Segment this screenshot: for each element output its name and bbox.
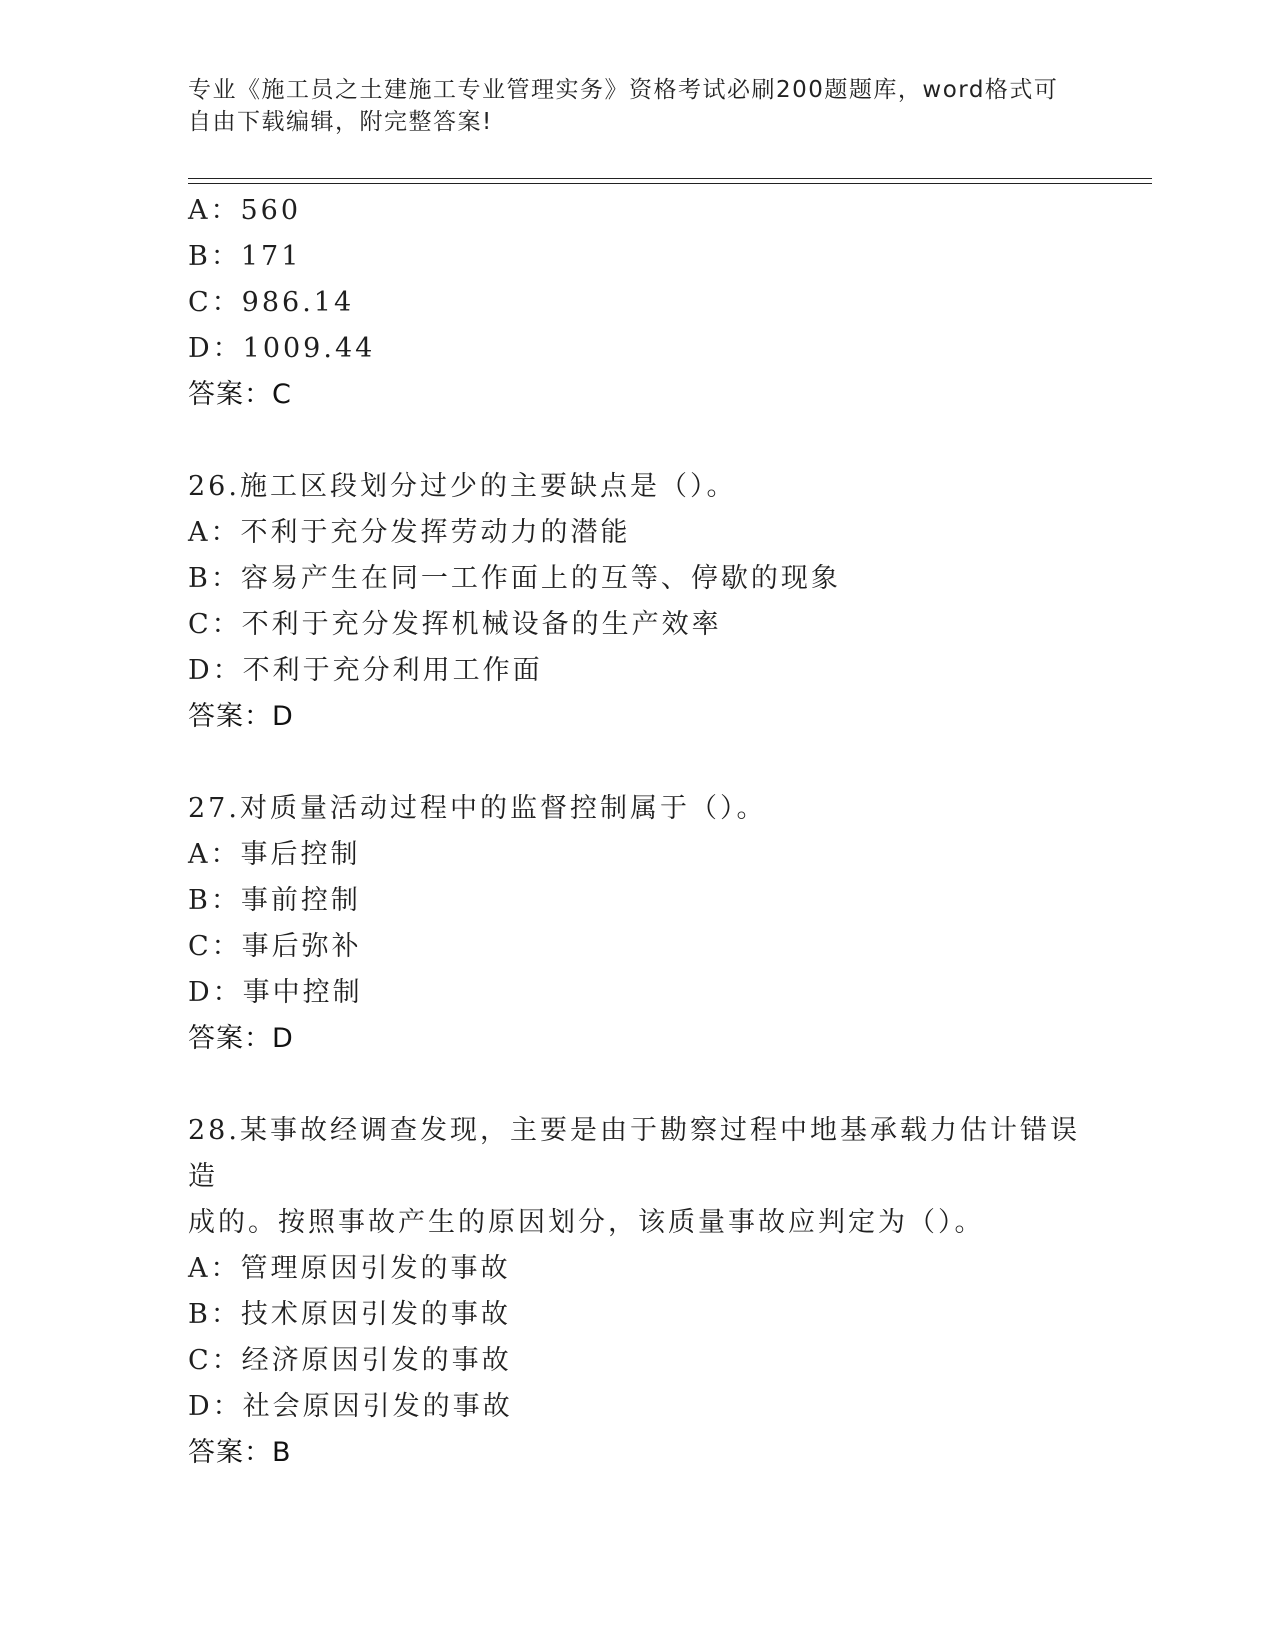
answer: 答案：C (188, 379, 292, 410)
option-a: A：560 (188, 195, 302, 226)
option-b: B：技术原因引发的事故 (188, 1299, 511, 1330)
question-text-line-1: 28.某事故经调查发现，主要是由于勘察过程中地基承载力估计错误造 (188, 1115, 1080, 1192)
option-a: A：不利于充分发挥劳动力的潜能 (188, 517, 631, 548)
option-d: D：事中控制 (188, 977, 363, 1008)
question-25 (188, 188, 1088, 418)
question-28 (188, 1108, 1088, 1476)
answer: 答案：D (188, 1023, 294, 1054)
spacer (188, 740, 1088, 786)
option-d: D：社会原因引发的事故 (188, 1391, 513, 1422)
header-divider-bottom (188, 183, 1152, 184)
answer: 答案：D (188, 701, 294, 732)
option-d: D：1009.44 (188, 333, 376, 364)
option-c: C：经济原因引发的事故 (188, 1345, 512, 1376)
question-27 (188, 786, 1088, 1062)
option-a: A：管理原因引发的事故 (188, 1253, 511, 1284)
question-26 (188, 464, 1088, 740)
option-c: C：事后弥补 (188, 931, 362, 962)
option-a: A：事后控制 (188, 839, 361, 870)
header-divider-top (188, 178, 1152, 179)
question-text: 27.对质量活动过程中的监督控制属于（）。 (188, 793, 767, 824)
spacer (188, 418, 1088, 464)
question-text-line-2: 成的。按照事故产生的原因划分，该质量事故应判定为（）。 (188, 1207, 985, 1238)
question-list (188, 188, 1088, 1476)
question-text: 26.施工区段划分过少的主要缺点是（）。 (188, 471, 737, 502)
header-line-1: 专业《施工员之土建施工专业管理实务》资格考试必刷200题题库，word格式可 (188, 77, 1059, 103)
option-c: C：986.14 (188, 287, 355, 318)
option-b: B：事前控制 (188, 885, 361, 916)
option-d: D：不利于充分利用工作面 (188, 655, 543, 686)
document-header (188, 74, 1088, 138)
spacer (188, 1062, 1088, 1108)
header-line-2: 自由下载编辑，附完整答案! (188, 109, 493, 135)
option-b: B：171 (188, 241, 302, 272)
option-b: B：容易产生在同一工作面上的互等、停歇的现象 (188, 563, 841, 594)
option-c: C：不利于充分发挥机械设备的生产效率 (188, 609, 722, 640)
answer: 答案：B (188, 1437, 292, 1468)
